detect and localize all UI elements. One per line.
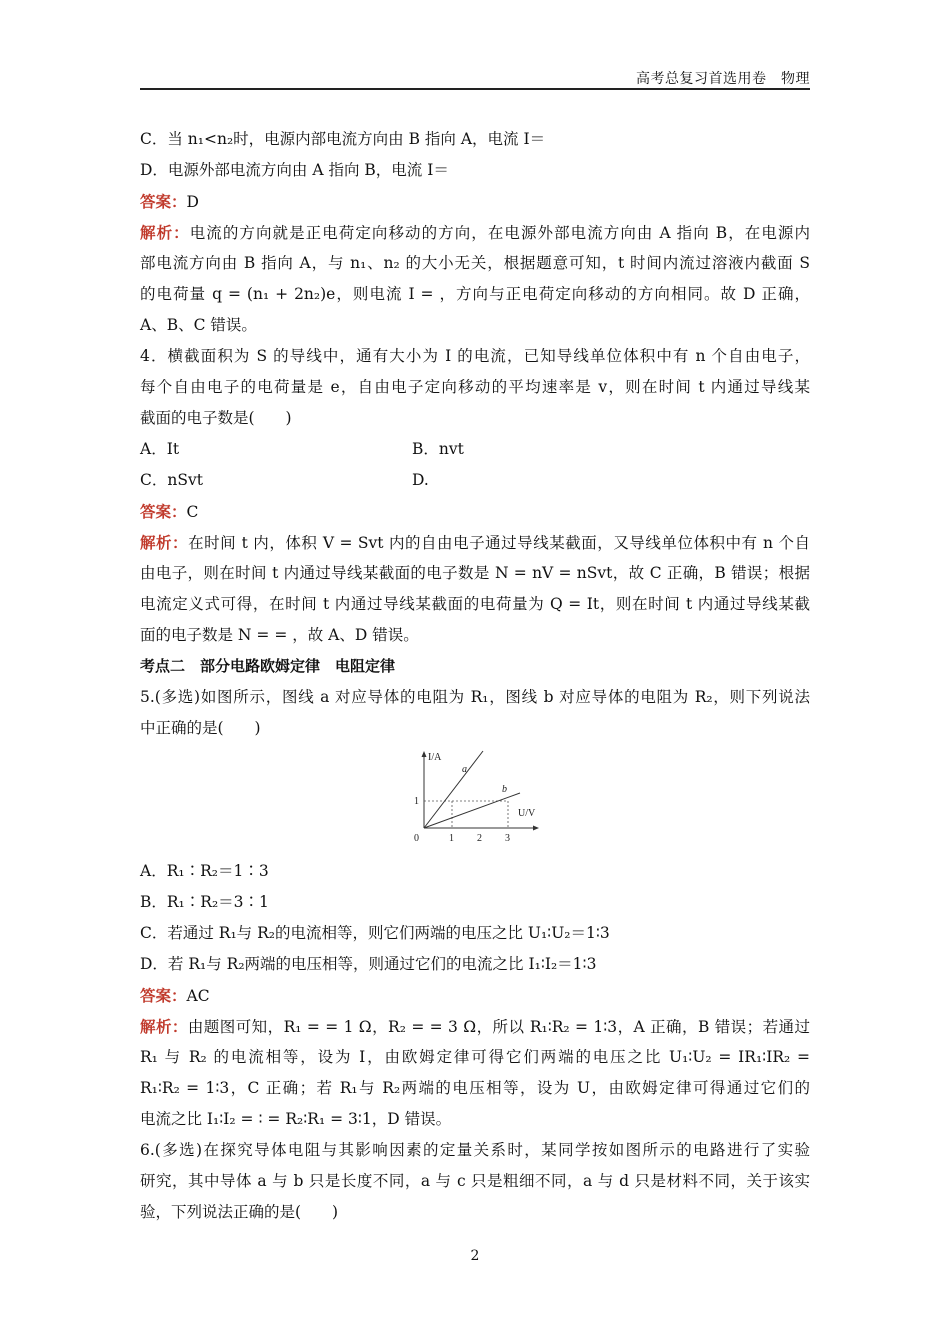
analysis-q5-line3: R₁∶R₂ = 1∶3，C 正确；若 R₁与 R₂两端的电压相等，设为 U，由欧姆定律可得通过它们的 xyxy=(140,1079,810,1097)
option-a-q5: A．R₁∶R₂＝1∶3 xyxy=(140,862,269,880)
option-d-q3: D．电源外部电流方向由 A 指向 B，电流 I＝ xyxy=(140,161,449,179)
x-tick-label-1: 1 xyxy=(449,833,454,844)
analysis-q5-line2: R₁ 与 R₂ 的电流相等，设为 I，由欧姆定律可得它们两端的电压之比 U₁∶U₂ = IR₁∶IR₂ = xyxy=(140,1048,810,1066)
section-heading: 考点二 部分电路欧姆定律 电阻定律 xyxy=(140,657,396,675)
running-header: 高考总复习首选用卷 物理 xyxy=(636,71,810,87)
answer-label: 答案： xyxy=(140,986,187,1005)
question-6-line2: 研究，其中导体 a 与 b 只是长度不同，a 与 c 只是粗细不同，a 与 d 只是材料不同，关于该实 xyxy=(140,1172,810,1190)
option-d-q4: D. xyxy=(412,471,429,489)
x-tick-label-2: 2 xyxy=(477,833,482,844)
answer-value: AC xyxy=(186,987,210,1005)
x-axis-label: U/V xyxy=(518,808,536,819)
question-5-line2: 中正确的是( ) xyxy=(140,719,261,737)
question-4-line2: 每个自由电子的电荷量是 e，自由电子定向移动的平均速率是 v，则在时间 t 内通过导线某 xyxy=(140,378,810,396)
y-tick-label: 1 xyxy=(414,796,419,807)
option-c-q4: C．nSvt xyxy=(140,471,203,489)
analysis-q3-line3: 的电荷量 q = (n₁ + 2n₂)e，则电流 I = ，方向与正电荷定向移动的方向相同。故 D 正确， xyxy=(140,285,810,303)
option-d-q5: D．若 R₁与 R₂两端的电压相等，则通过它们的电流之比 I₁∶I₂＝1∶3 xyxy=(140,955,597,973)
answer-value: D xyxy=(186,193,199,211)
analysis-q5-line1 xyxy=(140,1011,810,1042)
analysis-q4-line4: 面的电子数是 N = = ，故 A、D 错误。 xyxy=(140,626,419,644)
option-b-q5: B．R₁∶R₂＝3∶1 xyxy=(140,893,269,911)
question-5-line1: 5.(多选)如图所示，图线 a 对应导体的电阻为 R₁，图线 b 对应导体的电阻为 R₂，则下列说法 xyxy=(140,688,810,706)
analysis-label: 解析： xyxy=(140,1017,188,1036)
options-q4-row1 xyxy=(140,434,810,465)
options-q4-row2 xyxy=(140,465,810,496)
line-b-label: b xyxy=(502,784,507,795)
analysis-text: 由题图可知，R₁ = = 1 Ω，R₂ = = 3 Ω，所以 R₁∶R₂ = 1∶3，A 正确，B 错误；若通过 xyxy=(187,1018,810,1036)
answer-q4 xyxy=(140,496,810,527)
iu-graph-figure xyxy=(140,744,810,856)
iu-graph xyxy=(410,748,550,848)
analysis-q4-line1 xyxy=(140,527,810,558)
option-c-q5: C．若通过 R₁与 R₂的电流相等，则它们两端的电压之比 U₁∶U₂＝1∶3 xyxy=(140,924,610,942)
answer-label: 答案： xyxy=(140,502,187,521)
answer-label: 答案： xyxy=(140,192,187,211)
analysis-q3-line1 xyxy=(140,217,810,248)
analysis-q4-line2: 由电子，则在时间 t 内通过导线某截面的电子数是 N = nV = nSvt，故 C 正确，B 错误；根据 xyxy=(140,564,810,582)
analysis-q4-line3: 电流定义式可得，在时间 t 内通过导线某截面的电荷量为 Q = It，则在时间 t 内通过导线某截 xyxy=(140,595,810,613)
analysis-text: 电流的方向就是正电荷定向移动的方向，在电源外部电流方向由 A 指向 B，在电源内 xyxy=(189,224,810,242)
origin-label: 0 xyxy=(414,833,419,844)
analysis-q5-line4: 电流之比 I₁∶I₂ = ∶ = R₂∶R₁ = 3∶1，D 错误。 xyxy=(140,1110,452,1128)
answer-q5 xyxy=(140,980,810,1011)
option-a-q4: A．It xyxy=(140,440,180,458)
question-4-line1: 4．横截面积为 S 的导线中，通有大小为 I 的电流，已知导线单位体积中有 n 个自由电子， xyxy=(140,347,810,365)
option-b-q4: B．nvt xyxy=(412,440,464,458)
x-tick-label-3: 3 xyxy=(505,833,510,844)
header-rule xyxy=(140,88,810,90)
answer-value: C xyxy=(186,503,199,521)
analysis-q3-line2: 部电流方向由 B 指向 A，与 n₁、n₂ 的大小无关，根据题意可知，t 时间内流过溶液内截面 S xyxy=(140,254,810,272)
analysis-label: 解析： xyxy=(140,533,189,552)
question-6-line3: 验，下列说法正确的是( ) xyxy=(140,1203,339,1221)
question-6-line1: 6.(多选)在探究导体电阻与其影响因素的定量关系时，某同学按如图所示的电路进行了实验 xyxy=(140,1141,810,1159)
analysis-label: 解析： xyxy=(140,223,190,242)
y-axis-arrow xyxy=(422,751,427,757)
page-number: 2 xyxy=(470,1248,480,1264)
y-axis-label: I/A xyxy=(428,752,442,763)
line-b xyxy=(424,793,520,828)
question-4-line3: 截面的电子数是( ) xyxy=(140,409,292,427)
analysis-q3-line4: A、B、C 错误。 xyxy=(140,316,257,334)
x-axis-arrow xyxy=(533,826,539,831)
answer-q3 xyxy=(140,186,810,217)
analysis-text: 在时间 t 内，体积 V = Svt 内的自由电子通过导线某截面，又导线单位体积中有 n 个自 xyxy=(188,534,810,552)
option-c-q3: C．当 n₁<n₂时，电源内部电流方向由 B 指向 A，电流 I＝ xyxy=(140,130,546,148)
line-a-label: a xyxy=(462,764,467,775)
page-body xyxy=(140,124,810,1228)
